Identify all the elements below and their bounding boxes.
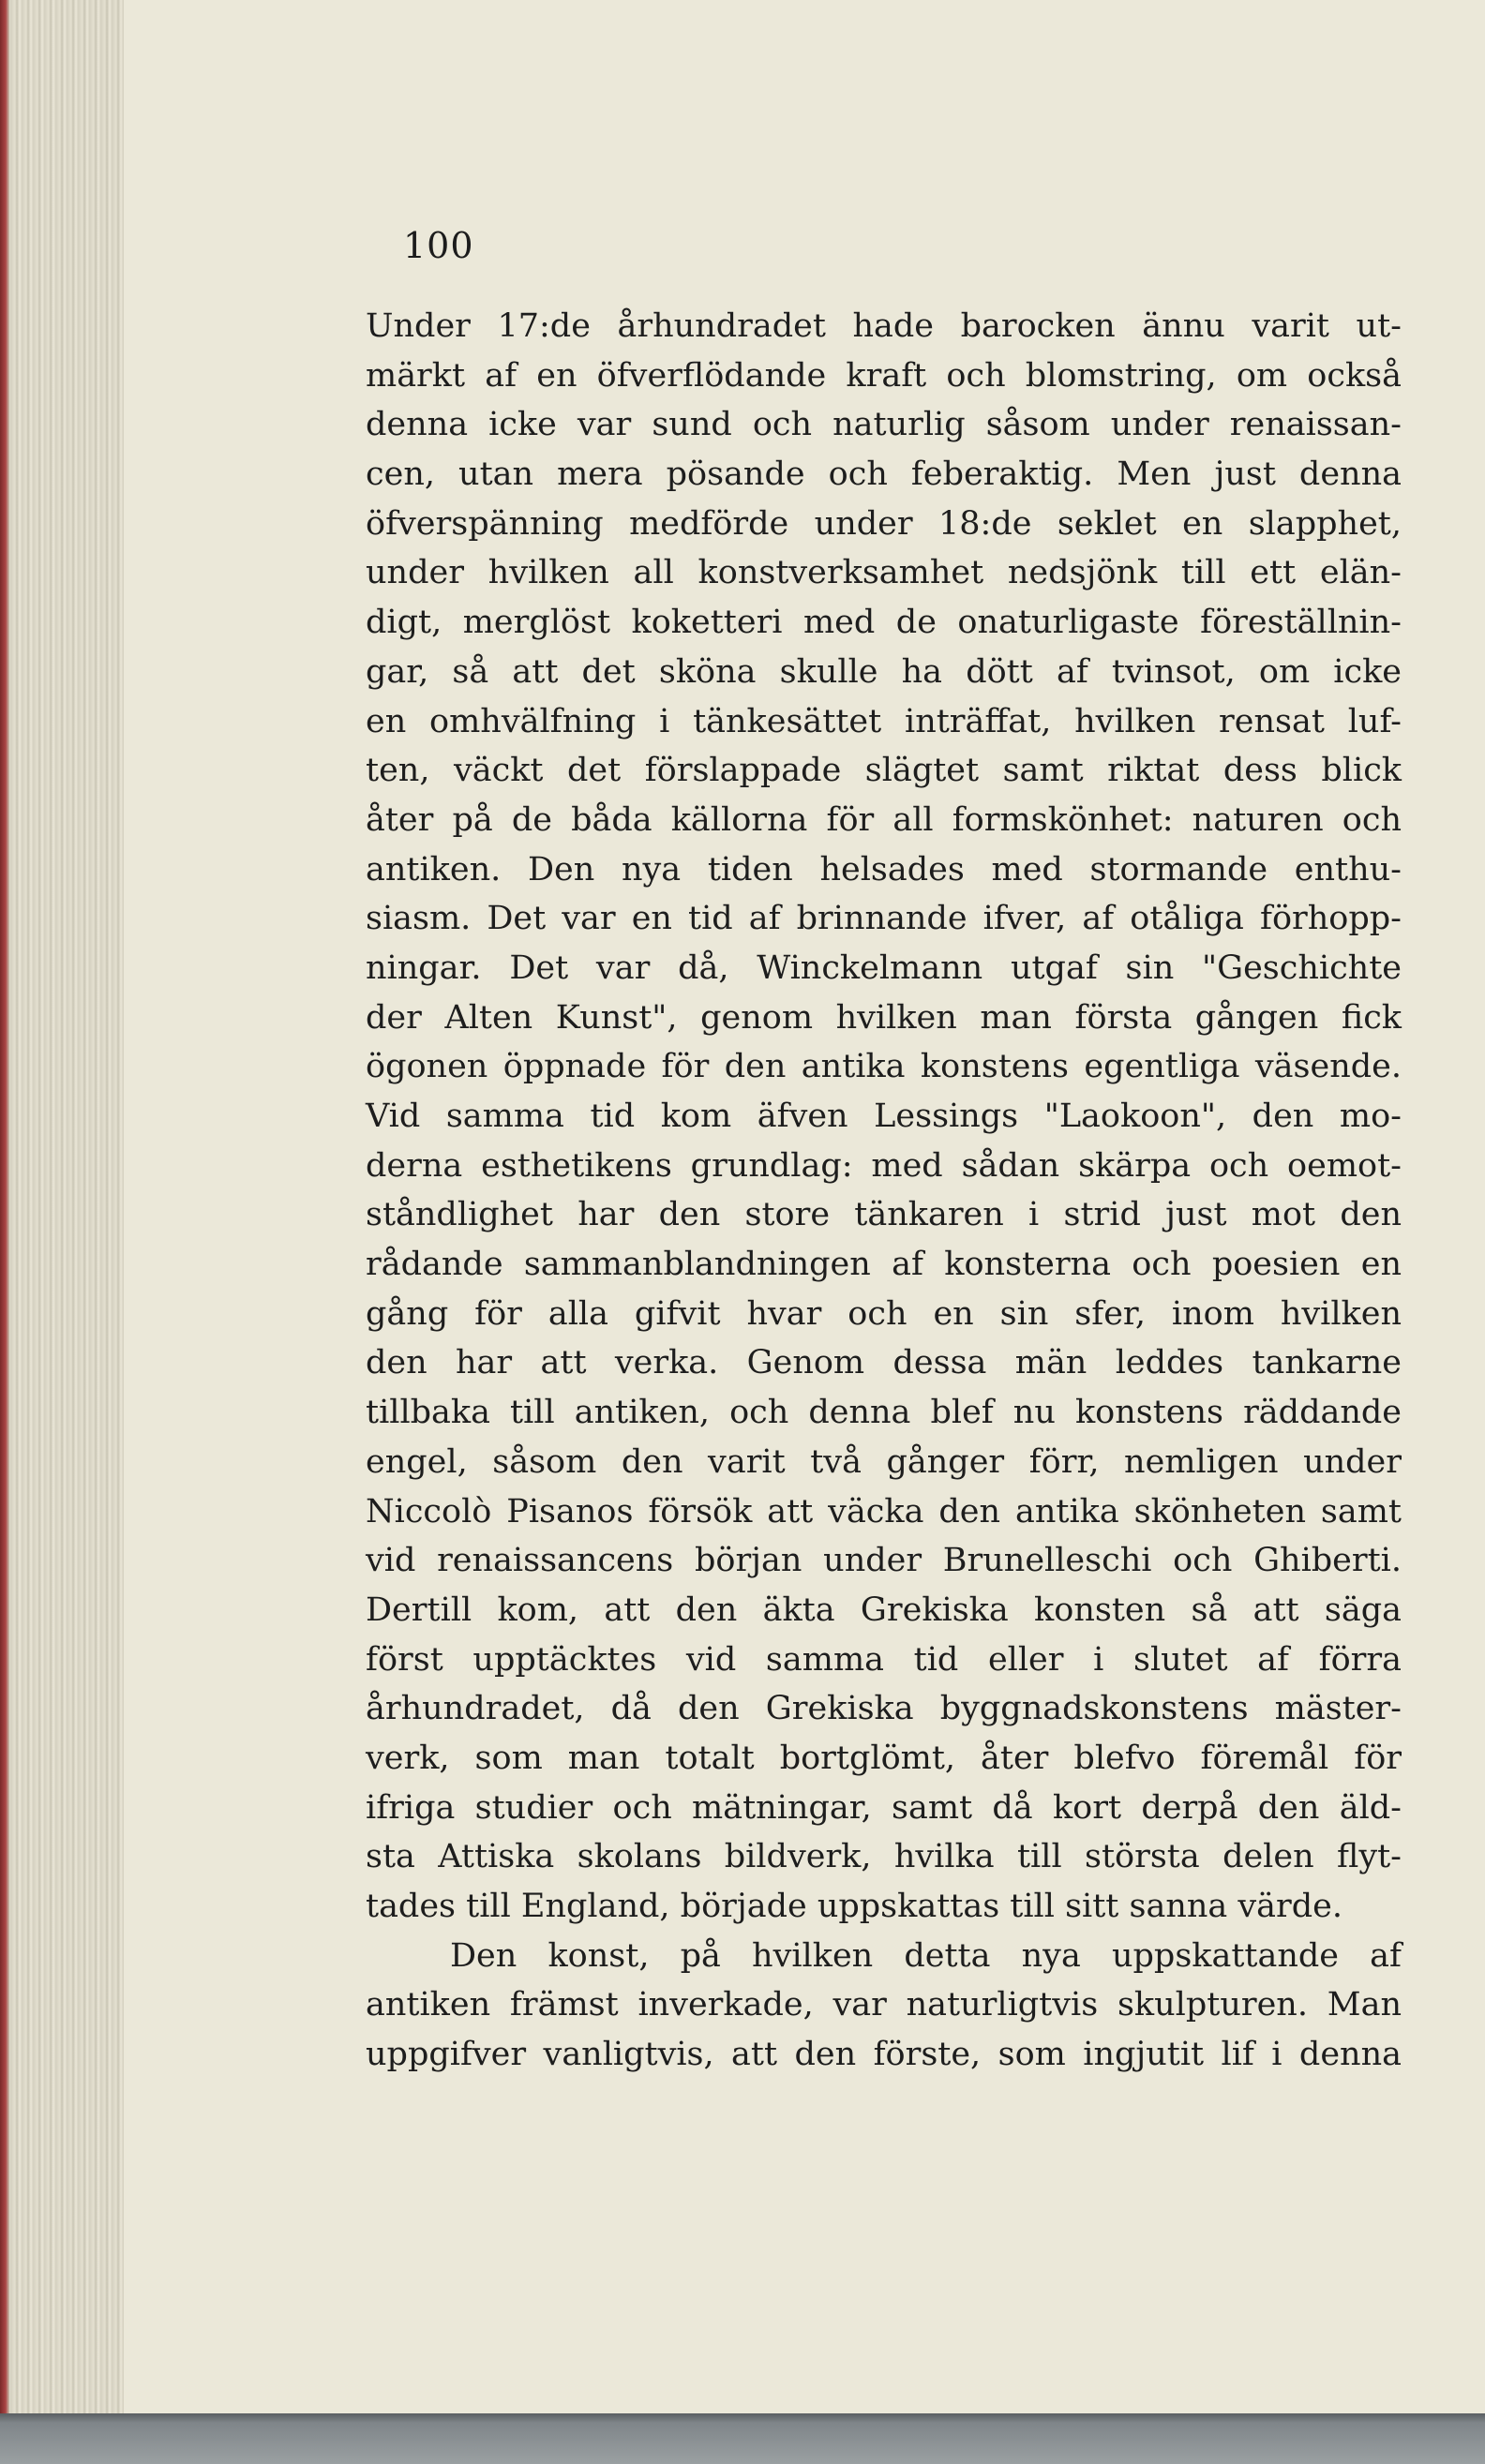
page-number: 100 xyxy=(403,225,474,266)
text-line: Niccolò Pisanos försök att väcka den antika skönheten samt xyxy=(366,1492,1402,1531)
text-line: digt, merglöst koketteri med de onaturligaste föreställnin- xyxy=(366,604,1402,642)
text-line: verk, som man totalt bortglömt, åter blefvo föremål för xyxy=(366,1739,1402,1777)
text-line: märkt af en öfverflödande kraft och blomstring, om också xyxy=(366,356,1402,395)
text-line: ningar. Det var då, Winckelmann utgaf sin "Geschichte xyxy=(366,948,1402,987)
text-line: sta Attiska skolans bildverk, hvilka till största delen flyt- xyxy=(366,1838,1402,1876)
text-line: derna esthetikens grundlag: med sådan skärpa och oemot- xyxy=(366,1146,1402,1185)
text-line: öfverspänning medförde under 18:de seklet en slapphet, xyxy=(366,504,1402,543)
text-line: Under 17:de århundradet hade barocken ännu varit ut- xyxy=(366,307,1402,345)
text-line: gar, så att det sköna skulle ha dött af tvinsot, om icke xyxy=(366,652,1402,691)
text-line: denna icke var sund och naturlig såsom under renaissan- xyxy=(366,406,1402,444)
text-line: Dertill kom, att den äkta Grekiska konsten så att säga xyxy=(366,1590,1402,1629)
text-line: ifriga studier och mätningar, samt då kort derpå den äld- xyxy=(366,1788,1402,1827)
text-line: engel, såsom den varit två gånger förr, nemligen under xyxy=(366,1442,1402,1481)
text-line: under hvilken all konstverksamhet nedsjönk till ett elän- xyxy=(366,554,1402,592)
text-line: gång för alla gifvit hvar och en sin sfer, inom hvilken xyxy=(366,1294,1402,1333)
text-line: ten, väckt det förslappade slägtet samt riktat dess blick xyxy=(366,752,1402,790)
text-line: tades till England, började uppskattas till sitt sanna värde. xyxy=(366,1888,1343,1925)
text-line: antiken. Den nya tiden helsades med stormande enthu- xyxy=(366,850,1402,889)
body-text xyxy=(366,302,1402,2080)
text-line: ståndlighet har den store tänkaren i strid just mot den xyxy=(366,1196,1402,1234)
text-line: der Alten Kunst", genom hvilken man första gången fick xyxy=(366,998,1402,1037)
text-line: en omhvälfning i tänkesättet inträffat, hvilken rensat luf- xyxy=(366,702,1402,740)
text-line: Den konst, på hvilken detta nya uppskattande af xyxy=(450,1936,1402,1975)
text-line: vid renaissancens början under Brunelleschi och Ghiberti. xyxy=(366,1542,1402,1580)
text-line: antiken främst inverkade, var naturligtvis skulpturen. Man xyxy=(366,1986,1402,2024)
text-line: cen, utan mera pösande och feberaktig. Men just denna xyxy=(366,455,1402,494)
text-line: först upptäcktes vid samma tid eller i slutet af förra xyxy=(366,1640,1402,1679)
text-line: tillbaka till antiken, och denna blef nu konstens räddande xyxy=(366,1394,1402,1432)
text-line: rådande sammanblandningen af konsterna och poesien en xyxy=(366,1246,1402,1284)
scan-background-strip xyxy=(0,2413,1485,2464)
book-page-edges xyxy=(0,0,126,2413)
text-line: åter på de båda källorna för all formskönhet: naturen och xyxy=(366,800,1402,839)
text-line: Vid samma tid kom äfven Lessings "Laokoon", den mo- xyxy=(366,1098,1402,1135)
text-line: uppgifver vanligtvis, att den förste, som ingjutit lif i denna xyxy=(366,2036,1402,2074)
text-line: siasm. Det var en tid af brinnande ifver, af otåliga förhopp- xyxy=(366,900,1402,938)
text-line: ögonen öppnade för den antika konstens egentliga väsende. xyxy=(366,1048,1402,1086)
text-line: århundradet, då den Grekiska byggnadskonstens mäster- xyxy=(366,1690,1402,1728)
text-line: den har att verka. Genom dessa män leddes tankarne xyxy=(366,1344,1402,1382)
